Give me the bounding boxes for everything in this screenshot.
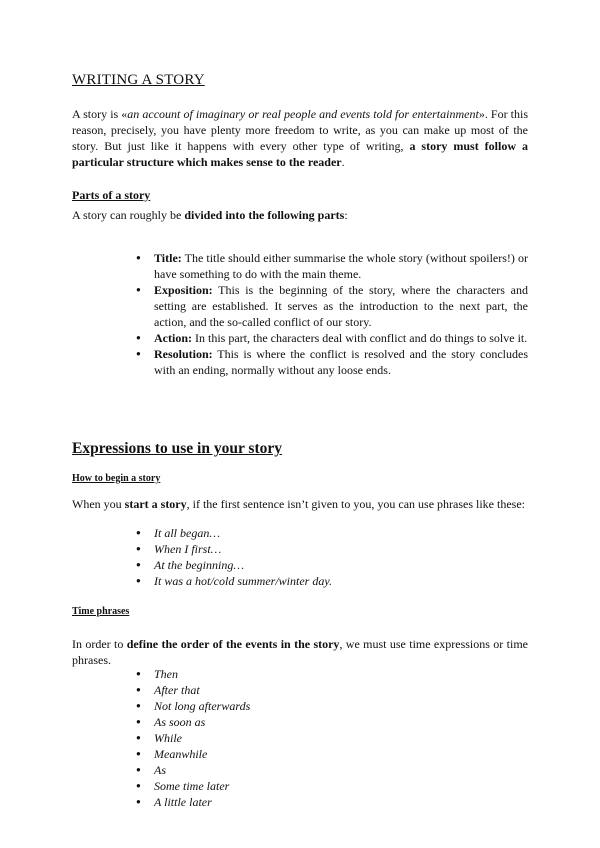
- list-item: [136, 573, 528, 589]
- time-lead-bold: define the order of the events in the story: [126, 637, 340, 651]
- parts-lead-text-2: :: [344, 208, 348, 222]
- list-item-term: Action:: [154, 331, 192, 345]
- intro-text-2: ». For this reason, precisely, you have plenty more freedom to write, as you can make up most of the story. But just like it happens with every other type of writing,: [72, 107, 529, 153]
- list-item-text: Meanwhile: [154, 747, 208, 761]
- begin-lead-text-1: When you: [72, 497, 125, 511]
- list-item-text: After that: [154, 683, 200, 697]
- list-item: [136, 762, 528, 778]
- list-item: [136, 282, 528, 330]
- intro-paragraph: [72, 106, 528, 170]
- list-item-term: Title:: [154, 251, 182, 265]
- list-item: [136, 346, 528, 378]
- list-item-text: A little later: [154, 795, 212, 809]
- list-item-text: This is where the conflict is resolved and the story concludes with an ending, normally without any loose ends.: [154, 347, 528, 377]
- time-lead: [72, 636, 528, 668]
- list-item-text: As: [154, 763, 166, 777]
- intro-quote: an account of imaginary or real people and events told for entertainment: [127, 107, 479, 121]
- page-title: WRITING A STORY: [72, 72, 205, 88]
- list-item-text: At the beginning…: [154, 558, 244, 572]
- begin-lead-bold: start a story: [124, 497, 187, 511]
- list-item-term: Exposition:: [154, 283, 213, 297]
- expressions-heading: Expressions to use in your story: [72, 440, 282, 457]
- list-item: [136, 682, 528, 698]
- intro-text-3: .: [341, 155, 345, 169]
- begin-heading: How to begin a story: [72, 473, 161, 484]
- list-item-text: It all began…: [154, 526, 220, 540]
- list-item-text: While: [154, 731, 182, 745]
- list-item: [136, 250, 528, 282]
- list-item-text: Not long afterwards: [154, 699, 251, 713]
- begin-list: [136, 525, 528, 589]
- time-lead-text-2: , we must use time expressions or time phrases.: [72, 637, 528, 667]
- list-item-text: This is the beginning of the story, where the characters and setting are established. It serves as the introduction to the next part, the action, and the so-called conflict of our story.: [154, 283, 528, 329]
- list-item: [136, 330, 528, 346]
- list-item-text: The title should either summarise the whole story (without spoilers!) or have something to do with the main theme.: [154, 251, 528, 281]
- list-item: [136, 794, 528, 810]
- begin-lead-text-2: , if the first sentence isn’t given to you, you can use phrases like these:: [186, 497, 526, 511]
- list-item-text: Then: [154, 667, 178, 681]
- list-item-text: It was a hot/cold summer/winter day.: [154, 574, 332, 588]
- list-item-text: When I first…: [154, 542, 222, 556]
- parts-list: [136, 250, 528, 378]
- list-item: [136, 730, 528, 746]
- list-item: [136, 778, 528, 794]
- list-item: [136, 525, 528, 541]
- parts-lead-text-1: A story can roughly be: [72, 208, 185, 222]
- list-item-text: As soon as: [154, 715, 206, 729]
- list-item-text: Some time later: [154, 779, 230, 793]
- parts-lead: [72, 207, 528, 223]
- list-item-term: Resolution:: [154, 347, 213, 361]
- list-item: [136, 746, 528, 762]
- begin-lead: [72, 496, 528, 512]
- list-item: [136, 714, 528, 730]
- time-list: [136, 666, 528, 810]
- list-item: [136, 557, 528, 573]
- list-item: [136, 698, 528, 714]
- list-item: [136, 666, 528, 682]
- parts-lead-bold: divided into the following parts: [184, 208, 345, 222]
- intro-text-1: A story is «: [72, 107, 128, 121]
- time-lead-text-1: In order to: [72, 637, 127, 651]
- time-heading: Time phrases: [72, 606, 130, 617]
- list-item: [136, 541, 528, 557]
- list-item-text: In this part, the characters deal with conflict and do things to solve it.: [192, 331, 528, 345]
- parts-heading: Parts of a story: [72, 188, 151, 202]
- intro-bold: a story must follow a particular structure which makes sense to the reader: [72, 139, 528, 169]
